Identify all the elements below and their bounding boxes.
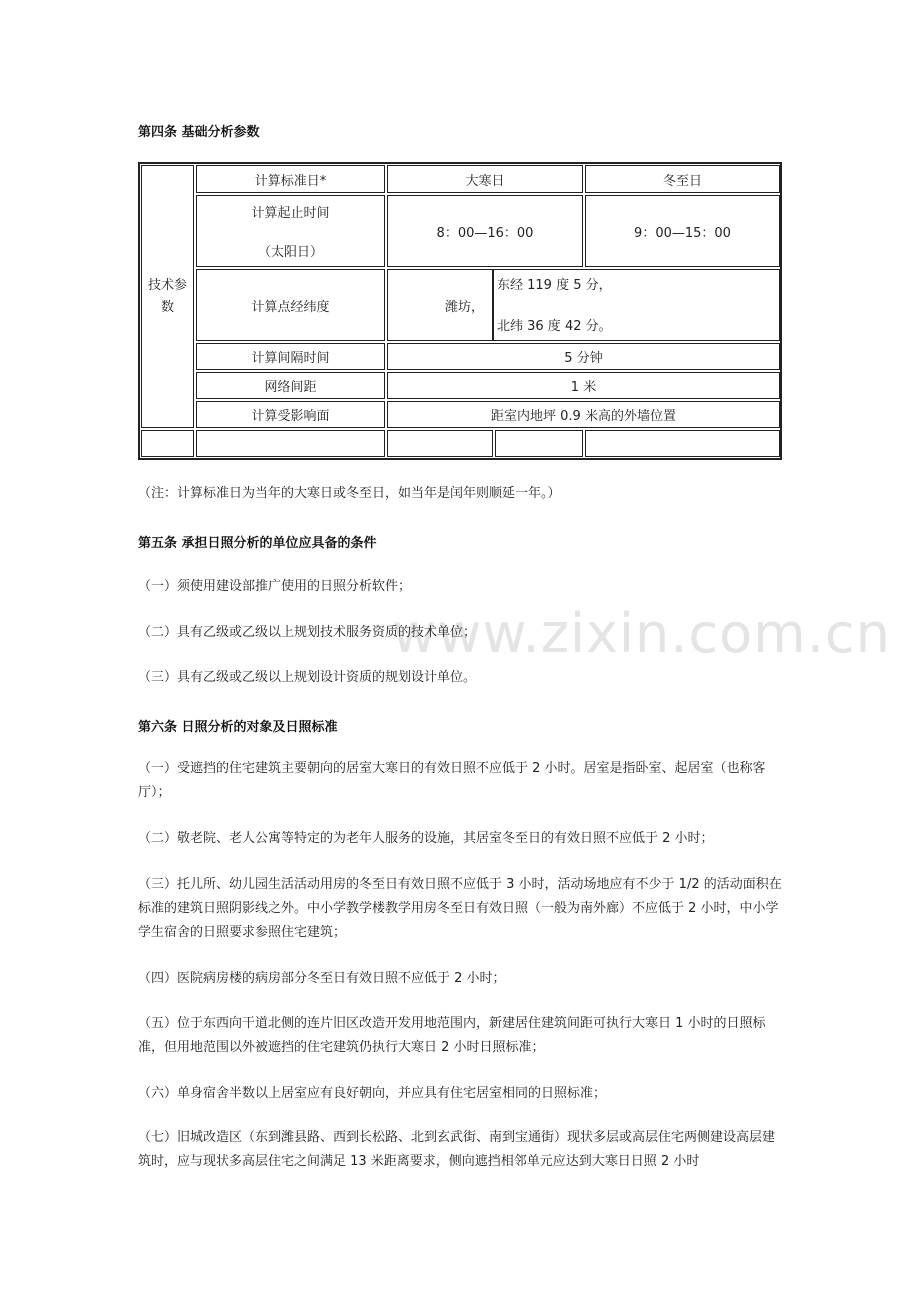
empty-cell (387, 430, 493, 457)
empty-cell (495, 430, 583, 457)
coord-city: 潍坊， (387, 269, 493, 341)
coord-values (493, 269, 780, 341)
section6-item: （四）医院病房楼的病房部分冬至日有效日照不应低于 2 小时； (138, 971, 506, 986)
time-label-line1: 计算起止时间 (251, 206, 330, 221)
section6-item: （五）位于东西向干道北侧的连片旧区改造开发用地范围内，新建居住建筑间距可执行大寒日 1 小时的日照标准，但用地范围以外被遮挡的住宅建筑仍执行大寒日 2 小时日照标准； (138, 1016, 766, 1055)
grid-value: 1 米 (387, 372, 780, 399)
section6-item: （七）旧城改造区（东到潍县路、西到长松路、北到玄武街、南到宝通街）现状多层或高层住宅两侧建设高层建筑时，应与现状多高层住宅之间满足 13 米距离要求，侧向遮挡相邻单元应达到大寒日日照 2 小时 (138, 1130, 776, 1169)
coord-lon: 东经 119 度 5 分， (497, 278, 612, 293)
section5-item: （一）须使用建设部推广使用的日照分析软件； (138, 579, 412, 594)
section5-heading: 第五条 承担日照分析的单位应具备的条件 (138, 536, 377, 551)
section4-heading: 第四条 基础分析参数 (138, 125, 260, 140)
interval-value: 5 分钟 (387, 343, 780, 370)
group-label: 技术参数 (141, 165, 194, 428)
coord-label: 计算点经纬度 (196, 269, 385, 341)
section6-item: （二）敬老院、老人公寓等特定的为老年人服务的设施，其居室冬至日的有效日照不应低于 2 小时； (138, 831, 714, 846)
grid-label: 网络间距 (196, 372, 385, 399)
time-label (196, 195, 385, 267)
table-note: （注：计算标准日为当年的大寒日或冬至日，如当年是闰年则顺延一年。） (138, 486, 561, 501)
empty-cell (141, 430, 194, 457)
time-label-line2: （太阳日） (257, 245, 323, 260)
header-col1: 大寒日 (387, 165, 583, 193)
header-col2: 冬至日 (585, 165, 780, 193)
time-col2: 9：00—15：00 (585, 195, 780, 267)
empty-cell (585, 430, 780, 457)
section5-item: （二）具有乙级或乙级以上规划技术服务资质的技术单位； (138, 625, 477, 640)
plane-value: 距室内地坪 0.9 米高的外墙位置 (387, 401, 780, 428)
plane-label: 计算受影响面 (196, 401, 385, 428)
section6-heading: 第六条 日照分析的对象及日照标准 (138, 720, 338, 735)
section6-item: （六）单身宿舍半数以上居室应有良好朝向，并应具有住宅居室相同的日照标准； (138, 1086, 607, 1101)
watermark: www.zixin.com.cn (392, 602, 891, 665)
time-col1: 8：00—16：00 (387, 195, 583, 267)
interval-label: 计算间隔时间 (196, 343, 385, 370)
coord-lat: 北纬 36 度 42 分。 (497, 319, 612, 334)
section6-item: （一）受遮挡的住宅建筑主要朝向的居室大寒日的有效日照不应低于 2 小时。居室是指卧室、起居室（也称客厅）； (138, 761, 766, 800)
header-label: 计算标准日* (196, 165, 385, 193)
empty-cell (196, 430, 385, 457)
section5-item: （三）具有乙级或乙级以上规划设计资质的规划设计单位。 (138, 670, 477, 685)
section6-item: （三）托儿所、幼儿园生活活动用房的冬至日有效日照不应低于 3 小时，活动场地应有不少于 1/2 的活动面积在标准的建筑日照阴影线之外。中小学教学楼教学用房冬至日有效日照（一般为南外廊）不应低于 2 小时，中小学学生宿舍的日照要求参照住宅建筑； (138, 877, 782, 940)
